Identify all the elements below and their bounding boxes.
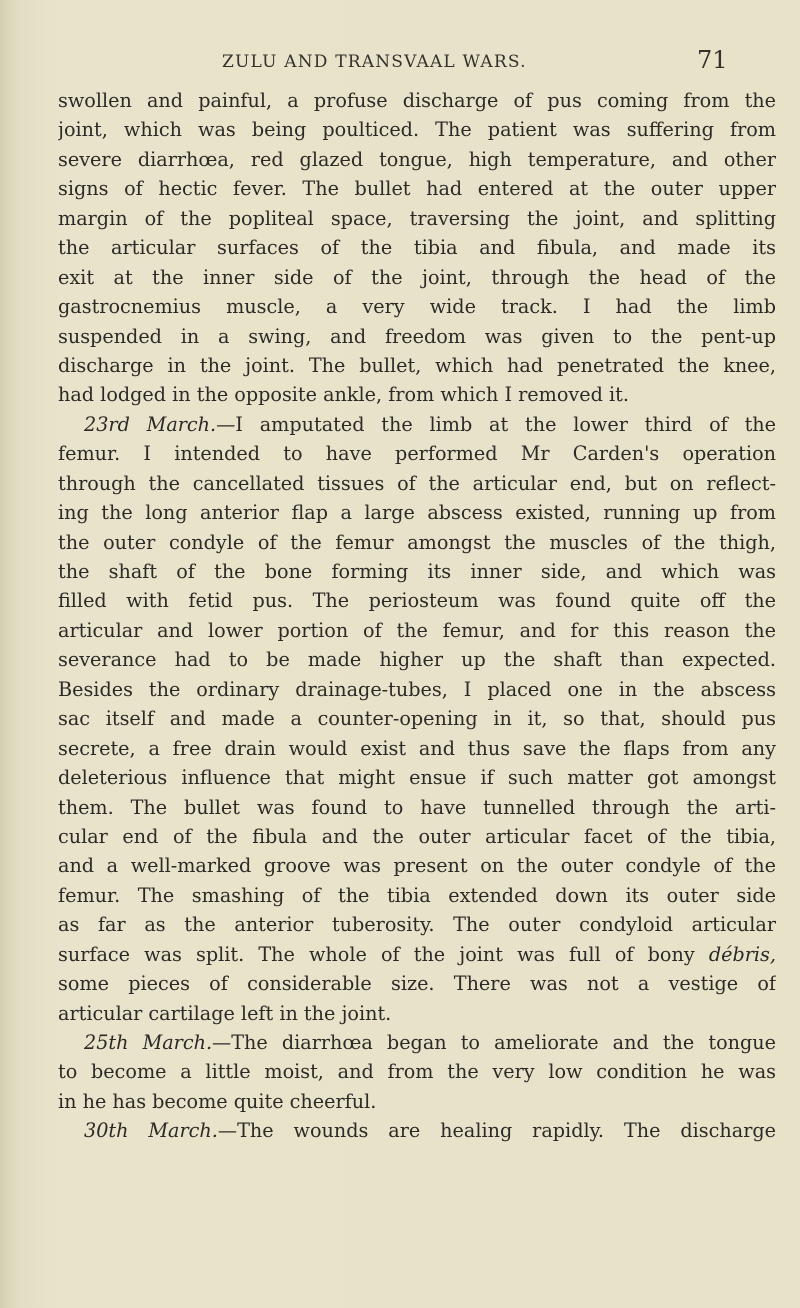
text-line xyxy=(58,292,776,321)
line-text: gastrocnemius muscle, a very wide track. I had the limb xyxy=(58,295,776,319)
text-line xyxy=(58,969,776,998)
text-line xyxy=(58,86,776,115)
italic-word: débris, xyxy=(708,942,776,966)
text-line xyxy=(58,881,776,910)
body-text xyxy=(58,86,776,1146)
line-text: the articular surfaces of the tibia and fibula, and made its xyxy=(58,236,776,260)
text-line xyxy=(58,351,776,380)
text-line xyxy=(58,822,776,851)
text-line xyxy=(58,410,776,439)
line-text: exit at the inner side of the joint, through the head of the xyxy=(58,265,776,289)
entry-date: 30th March. xyxy=(84,1119,218,1143)
page-number: 71 xyxy=(697,46,728,74)
text-line xyxy=(58,322,776,351)
line-text: severance had to be made higher up the shaft than expected. xyxy=(58,648,776,672)
text-line xyxy=(58,910,776,939)
text-line xyxy=(58,793,776,822)
line-text: swollen and painful, a profuse discharge of pus coming from the xyxy=(58,89,776,112)
line-text: the shaft of the bone forming its inner side, and which was xyxy=(58,560,776,583)
line-text: margin of the popliteal space, traversing the joint, and splitting xyxy=(58,206,776,230)
line-text: some pieces of considerable size. There was not a vestige of xyxy=(58,972,776,996)
line-text: —I amputated the limb at the lower third of the xyxy=(216,412,776,436)
line-text: in he has become quite cheerful. xyxy=(58,1089,377,1113)
line-text: filled with fetid pus. The periosteum was found quite off the xyxy=(58,589,776,613)
line-text: ing the long anterior flap a large abscess existed, running up from xyxy=(58,501,776,525)
line-text: Besides the ordinary drainage-tubes, I placed one in the abscess xyxy=(58,677,776,701)
line-text: femur. I intended to have performed Mr Carden's operation xyxy=(58,442,776,466)
text-line xyxy=(58,999,776,1028)
entry-date: 25th March. xyxy=(84,1031,213,1054)
line-text: deleterious influence that might ensue if such matter got amongst xyxy=(58,766,776,790)
text-line xyxy=(58,645,776,674)
text-line xyxy=(58,469,776,498)
line-text: to become a little moist, and from the very low condition he was xyxy=(58,1060,776,1084)
line-text: severe diarrhœa, red glazed tongue, high temperature, and other xyxy=(58,147,776,171)
entry-date: 23rd March. xyxy=(84,412,217,436)
text-line xyxy=(58,174,776,203)
text-line xyxy=(58,233,776,262)
text-line xyxy=(58,1057,776,1086)
line-text: articular cartilage left in the joint. xyxy=(58,1001,392,1025)
text-line xyxy=(58,1116,776,1145)
line-text: articular and lower portion of the femur, and for this reason the xyxy=(58,618,776,642)
running-head xyxy=(0,46,800,82)
text-line xyxy=(58,675,776,704)
text-line xyxy=(58,439,776,468)
line-text: through the cancellated tissues of the articular end, but on reflect- xyxy=(58,471,776,495)
line-text: had lodged in the opposite ankle, from which I removed it. xyxy=(58,383,629,407)
text-line xyxy=(58,586,776,615)
text-line xyxy=(58,1028,776,1057)
text-line xyxy=(58,115,776,144)
line-text: surface was split. The whole of the joint was full of bony xyxy=(58,942,709,966)
line-text: the outer condyle of the femur amongst the muscles of the thigh, xyxy=(58,530,776,554)
text-line xyxy=(58,851,776,880)
line-text: femur. The smashing of the tibia extended down its outer side xyxy=(58,883,776,907)
text-line xyxy=(58,940,776,969)
text-line xyxy=(58,498,776,527)
text-line xyxy=(58,704,776,733)
line-text: suspended in a swing, and freedom was given to the pent-up xyxy=(58,324,776,348)
line-text: sac itself and made a counter-opening in it, so that, should pus xyxy=(58,707,776,731)
line-text: signs of hectic fever. The bullet had entered at the outer upper xyxy=(58,177,776,201)
line-text: joint, which was being poulticed. The patient was suffering from xyxy=(58,118,776,142)
text-line xyxy=(58,528,776,557)
text-line xyxy=(58,616,776,645)
line-text: —The wounds are healing rapidly. The discharge xyxy=(217,1119,776,1143)
text-line xyxy=(58,380,776,409)
text-line xyxy=(58,763,776,792)
text-line xyxy=(58,204,776,233)
text-line xyxy=(58,145,776,174)
text-line xyxy=(58,263,776,292)
line-text: secrete, a free drain would exist and thus save the flaps from any xyxy=(58,736,776,760)
line-text: discharge in the joint. The bullet, which had penetrated the knee, xyxy=(58,353,776,377)
line-text: cular end of the fibula and the outer articular facet of the tibia, xyxy=(58,824,776,848)
line-text: them. The bullet was found to have tunnelled through the arti- xyxy=(58,795,776,819)
text-line xyxy=(58,1087,776,1116)
text-line xyxy=(58,557,776,586)
line-text: as far as the anterior tuberosity. The outer condyloid articular xyxy=(58,913,776,937)
line-text: —The diarrhœa began to ameliorate and the tongue xyxy=(212,1031,776,1054)
text-line xyxy=(58,734,776,763)
line-text: and a well-marked groove was present on the outer condyle of the xyxy=(58,854,776,878)
running-title: ZULU AND TRANSVAAL WARS. xyxy=(222,52,527,72)
